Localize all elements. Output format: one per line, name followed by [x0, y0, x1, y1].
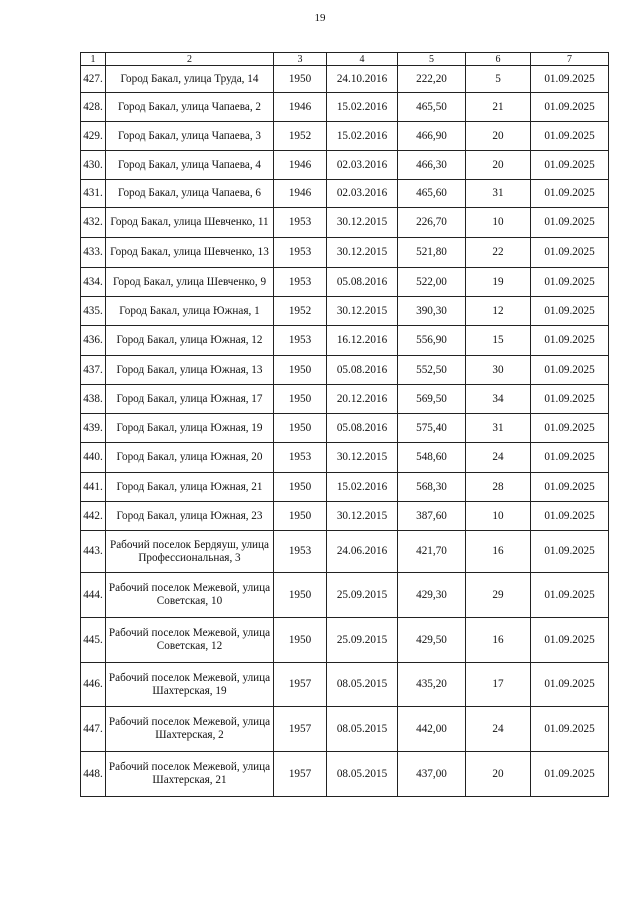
page-number: 19 [314, 12, 326, 24]
deadline-cell: 01.09.2025 [531, 180, 609, 208]
table-row [81, 326, 609, 356]
area-cell: 569,50 [398, 385, 466, 414]
address-cell: Город Бакал, улица Шевченко, 11 [106, 208, 274, 238]
row-number-cell: 435. [81, 297, 106, 326]
survey-date-cell: 05.08.2016 [327, 268, 398, 297]
table-row [81, 122, 609, 151]
table-row [81, 443, 609, 473]
deadline-cell: 01.09.2025 [531, 297, 609, 326]
build-year-cell: 1946 [274, 180, 327, 208]
residents-cell: 20 [466, 151, 531, 180]
table-row [81, 502, 609, 531]
residents-cell: 30 [466, 356, 531, 385]
residents-cell: 16 [466, 531, 531, 573]
deadline-cell: 01.09.2025 [531, 502, 609, 531]
area-cell: 568,30 [398, 473, 466, 502]
column-header: 7 [531, 53, 609, 66]
residents-cell: 10 [466, 502, 531, 531]
column-number-row [81, 53, 609, 66]
row-number-cell: 428. [81, 93, 106, 122]
address-cell: Рабочий поселок Межевой, улица Советская, 10 [106, 573, 274, 618]
deadline-cell: 01.09.2025 [531, 752, 609, 797]
row-number-cell: 441. [81, 473, 106, 502]
build-year-cell: 1957 [274, 752, 327, 797]
survey-date-cell: 08.05.2015 [327, 707, 398, 752]
build-year-cell: 1952 [274, 122, 327, 151]
survey-date-cell: 20.12.2016 [327, 385, 398, 414]
area-cell: 429,30 [398, 573, 466, 618]
area-cell: 437,00 [398, 752, 466, 797]
address-cell: Рабочий поселок Бердяуш, улица Профессиональная, 3 [106, 531, 274, 573]
deadline-cell: 01.09.2025 [531, 208, 609, 238]
address-cell: Город Бакал, улица Южная, 19 [106, 414, 274, 443]
build-year-cell: 1950 [274, 356, 327, 385]
build-year-cell: 1950 [274, 66, 327, 93]
table-row [81, 180, 609, 208]
address-cell: Рабочий поселок Межевой, улица Шахтерская, 21 [106, 752, 274, 797]
area-cell: 387,60 [398, 502, 466, 531]
row-number-cell: 448. [81, 752, 106, 797]
address-cell: Город Бакал, улица Шевченко, 13 [106, 238, 274, 268]
table-row [81, 531, 609, 573]
row-number-cell: 434. [81, 268, 106, 297]
survey-date-cell: 25.09.2015 [327, 618, 398, 663]
row-number-cell: 443. [81, 531, 106, 573]
survey-date-cell: 05.08.2016 [327, 414, 398, 443]
area-cell: 556,90 [398, 326, 466, 356]
survey-date-cell: 15.02.2016 [327, 122, 398, 151]
residents-cell: 17 [466, 663, 531, 707]
address-cell: Город Бакал, улица Шевченко, 9 [106, 268, 274, 297]
deadline-cell: 01.09.2025 [531, 473, 609, 502]
address-cell: Город Бакал, улица Чапаева, 6 [106, 180, 274, 208]
table-row [81, 238, 609, 268]
build-year-cell: 1953 [274, 531, 327, 573]
area-cell: 442,00 [398, 707, 466, 752]
survey-date-cell: 24.10.2016 [327, 66, 398, 93]
area-cell: 466,30 [398, 151, 466, 180]
row-number-cell: 440. [81, 443, 106, 473]
address-cell: Рабочий поселок Межевой, улица Шахтерская, 2 [106, 707, 274, 752]
table-row [81, 208, 609, 238]
table-row [81, 151, 609, 180]
area-cell: 226,70 [398, 208, 466, 238]
survey-date-cell: 30.12.2015 [327, 208, 398, 238]
build-year-cell: 1950 [274, 502, 327, 531]
address-cell: Рабочий поселок Межевой, улица Шахтерская, 19 [106, 663, 274, 707]
deadline-cell: 01.09.2025 [531, 414, 609, 443]
survey-date-cell: 08.05.2015 [327, 663, 398, 707]
build-year-cell: 1946 [274, 151, 327, 180]
row-number-cell: 431. [81, 180, 106, 208]
build-year-cell: 1953 [274, 326, 327, 356]
build-year-cell: 1950 [274, 414, 327, 443]
build-year-cell: 1957 [274, 707, 327, 752]
residents-cell: 24 [466, 707, 531, 752]
area-cell: 552,50 [398, 356, 466, 385]
survey-date-cell: 24.06.2016 [327, 531, 398, 573]
area-cell: 548,60 [398, 443, 466, 473]
address-cell: Город Бакал, улица Чапаева, 2 [106, 93, 274, 122]
area-cell: 429,50 [398, 618, 466, 663]
row-number-cell: 442. [81, 502, 106, 531]
area-cell: 466,90 [398, 122, 466, 151]
area-cell: 222,20 [398, 66, 466, 93]
build-year-cell: 1953 [274, 268, 327, 297]
address-cell: Город Бакал, улица Южная, 1 [106, 297, 274, 326]
survey-date-cell: 02.03.2016 [327, 180, 398, 208]
residents-cell: 34 [466, 385, 531, 414]
deadline-cell: 01.09.2025 [531, 268, 609, 297]
address-cell: Город Бакал, улица Труда, 14 [106, 66, 274, 93]
survey-date-cell: 30.12.2015 [327, 297, 398, 326]
build-year-cell: 1950 [274, 573, 327, 618]
address-cell: Город Бакал, улица Южная, 13 [106, 356, 274, 385]
survey-date-cell: 08.05.2015 [327, 752, 398, 797]
column-header: 2 [106, 53, 274, 66]
address-cell: Город Бакал, улица Чапаева, 4 [106, 151, 274, 180]
address-cell: Город Бакал, улица Южная, 20 [106, 443, 274, 473]
deadline-cell: 01.09.2025 [531, 356, 609, 385]
column-header: 5 [398, 53, 466, 66]
area-cell: 435,20 [398, 663, 466, 707]
table-row [81, 618, 609, 663]
table-row [81, 707, 609, 752]
deadline-cell: 01.09.2025 [531, 66, 609, 93]
table-row [81, 93, 609, 122]
deadline-cell: 01.09.2025 [531, 385, 609, 414]
column-header: 1 [81, 53, 106, 66]
area-cell: 522,00 [398, 268, 466, 297]
row-number-cell: 432. [81, 208, 106, 238]
build-year-cell: 1953 [274, 208, 327, 238]
row-number-cell: 437. [81, 356, 106, 385]
row-number-cell: 429. [81, 122, 106, 151]
row-number-cell: 447. [81, 707, 106, 752]
survey-date-cell: 15.02.2016 [327, 473, 398, 502]
address-cell: Город Бакал, улица Южная, 12 [106, 326, 274, 356]
residents-cell: 19 [466, 268, 531, 297]
residents-cell: 21 [466, 93, 531, 122]
residents-cell: 5 [466, 66, 531, 93]
build-year-cell: 1950 [274, 385, 327, 414]
housing-registry-table [80, 52, 609, 797]
area-cell: 465,50 [398, 93, 466, 122]
residents-cell: 24 [466, 443, 531, 473]
address-cell: Город Бакал, улица Южная, 21 [106, 473, 274, 502]
survey-date-cell: 15.02.2016 [327, 93, 398, 122]
deadline-cell: 01.09.2025 [531, 151, 609, 180]
row-number-cell: 445. [81, 618, 106, 663]
deadline-cell: 01.09.2025 [531, 93, 609, 122]
table-row [81, 573, 609, 618]
table-row [81, 297, 609, 326]
table-row [81, 414, 609, 443]
residents-cell: 22 [466, 238, 531, 268]
row-number-cell: 446. [81, 663, 106, 707]
residents-cell: 15 [466, 326, 531, 356]
residents-cell: 29 [466, 573, 531, 618]
deadline-cell: 01.09.2025 [531, 663, 609, 707]
column-header: 6 [466, 53, 531, 66]
build-year-cell: 1950 [274, 618, 327, 663]
row-number-cell: 430. [81, 151, 106, 180]
build-year-cell: 1950 [274, 473, 327, 502]
deadline-cell: 01.09.2025 [531, 618, 609, 663]
survey-date-cell: 30.12.2015 [327, 238, 398, 268]
column-header: 3 [274, 53, 327, 66]
address-cell: Город Бакал, улица Южная, 17 [106, 385, 274, 414]
table-row [81, 385, 609, 414]
survey-date-cell: 25.09.2015 [327, 573, 398, 618]
deadline-cell: 01.09.2025 [531, 707, 609, 752]
survey-date-cell: 30.12.2015 [327, 443, 398, 473]
residents-cell: 28 [466, 473, 531, 502]
survey-date-cell: 05.08.2016 [327, 356, 398, 385]
residents-cell: 20 [466, 752, 531, 797]
build-year-cell: 1952 [274, 297, 327, 326]
deadline-cell: 01.09.2025 [531, 531, 609, 573]
row-number-cell: 436. [81, 326, 106, 356]
deadline-cell: 01.09.2025 [531, 122, 609, 151]
row-number-cell: 438. [81, 385, 106, 414]
area-cell: 465,60 [398, 180, 466, 208]
table-row [81, 752, 609, 797]
survey-date-cell: 02.03.2016 [327, 151, 398, 180]
row-number-cell: 427. [81, 66, 106, 93]
area-cell: 575,40 [398, 414, 466, 443]
survey-date-cell: 30.12.2015 [327, 502, 398, 531]
deadline-cell: 01.09.2025 [531, 326, 609, 356]
row-number-cell: 433. [81, 238, 106, 268]
table-row [81, 473, 609, 502]
table-body [81, 66, 609, 797]
build-year-cell: 1953 [274, 443, 327, 473]
residents-cell: 16 [466, 618, 531, 663]
address-cell: Город Бакал, улица Чапаева, 3 [106, 122, 274, 151]
area-cell: 521,80 [398, 238, 466, 268]
area-cell: 390,30 [398, 297, 466, 326]
residents-cell: 31 [466, 180, 531, 208]
table-row [81, 268, 609, 297]
residents-cell: 31 [466, 414, 531, 443]
residents-cell: 10 [466, 208, 531, 238]
row-number-cell: 444. [81, 573, 106, 618]
table-row [81, 663, 609, 707]
build-year-cell: 1957 [274, 663, 327, 707]
deadline-cell: 01.09.2025 [531, 573, 609, 618]
build-year-cell: 1953 [274, 238, 327, 268]
residents-cell: 20 [466, 122, 531, 151]
residents-cell: 12 [466, 297, 531, 326]
deadline-cell: 01.09.2025 [531, 443, 609, 473]
address-cell: Город Бакал, улица Южная, 23 [106, 502, 274, 531]
deadline-cell: 01.09.2025 [531, 238, 609, 268]
address-cell: Рабочий поселок Межевой, улица Советская, 12 [106, 618, 274, 663]
column-header: 4 [327, 53, 398, 66]
row-number-cell: 439. [81, 414, 106, 443]
build-year-cell: 1946 [274, 93, 327, 122]
table-row [81, 356, 609, 385]
table-row [81, 66, 609, 93]
area-cell: 421,70 [398, 531, 466, 573]
survey-date-cell: 16.12.2016 [327, 326, 398, 356]
